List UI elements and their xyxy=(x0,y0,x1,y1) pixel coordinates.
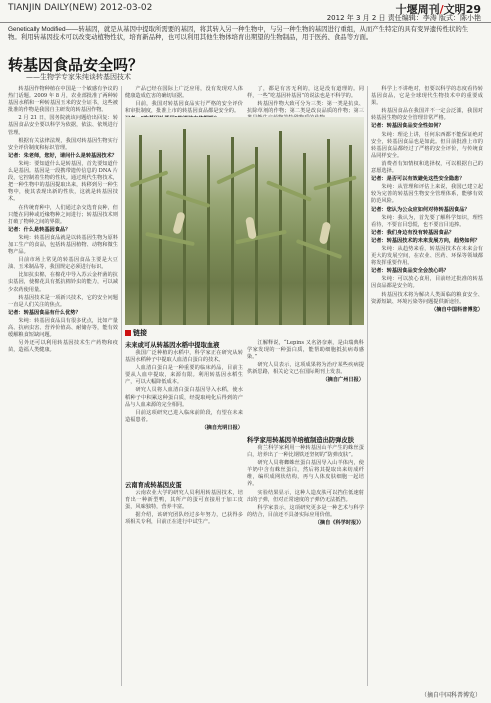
article-intro: Genetically Modified——转基因，就是从基因中提取所需要的基因，将其转入另一种生物中，与另一种生物的基因进行重组，从而产生特定的具有变异遗传性状的生物。利用转基因技术可以改变动植物性状，培育新品种，也可以利用其他生物体培育出期望的生物制品，用于医药、食品等方面。 xyxy=(8,26,469,42)
interview-question: 记者：转基因食品有什么优势？ xyxy=(8,309,81,316)
col1-para: 转基因作物种植在中国是一个敏感有争议的热门话题。2009 年 8 月，农业部批准了两种转基因水稻和一种转基因玉米的安全证书，这些被批准的作物是我国自主研发的转基因作物。 xyxy=(8,86,118,114)
col1-para: 2 月 21 日，国务院就该问题给出回复：转基因食品安全要以科学为依据，依法、依规进行管理。 xyxy=(8,115,118,136)
interview-question: 记者：您认为公众应如何对待转基因食品？ xyxy=(371,206,470,213)
column-divider xyxy=(367,86,368,686)
link-section-tag: 链接 xyxy=(125,328,147,338)
interview-question: 记者：朱老师，您好，请问什么是转基因技术？ xyxy=(8,152,117,159)
section-title: 未来或可从转基因水稻中提取血液 xyxy=(125,342,220,349)
section-para: 研究人员将人血清白蛋白基因导入水稻，使水稻种子中积累这种蛋白质，经提取纯化后得到的产品与人血来源的完全相同。 xyxy=(125,387,243,408)
article-subheadline: ——生物学专家朱纯谈转基因技术 xyxy=(26,73,131,81)
col1-para: 比如抗虫棉，在棉花中导入苏云金杆菌的抗虫基因，使棉花具有抵抗棉铃虫的能力，可以减少农药使用量。 xyxy=(8,272,118,293)
section-para: 荷兰科学家利用一种转基因山羊产生的蛛丝蛋白，培养出了一种比钢铁还坚韧的“防弹皮肤”。 xyxy=(247,445,364,459)
section-d-body xyxy=(247,445,364,685)
col1-para: 根据有关法律法规，我国对转基因生物实行安全评价制度和标识管理。 xyxy=(8,137,118,151)
section-source: （摘自光明日报） xyxy=(201,424,243,431)
col1-para: 转基因技术是一项新兴技术，它的安全问题一直是人们关注的焦点。 xyxy=(8,294,118,308)
header-date-line: 2012 年 3 月 2 日 责任编辑：李涛 版式：陈小艳 xyxy=(326,14,481,22)
section-c-body xyxy=(247,340,364,430)
section-title: 科学家用转基因羊培植制造出防弹皮肤 xyxy=(247,437,355,444)
col1-para: 朱纯：转基因食品就是以转基因生物为原料加工生产的食品，包括转基因植物、动物和微生物产品。 xyxy=(8,234,118,256)
column-divider xyxy=(121,86,122,686)
interview-question: 记者：什么是转基因食品？ xyxy=(8,226,71,233)
col4-para: 朱纯：从管理和评估上来说，我国已建立起较为完善的转基因生物安全管理体系，能够有效防范风险。 xyxy=(371,184,483,205)
col1-para: 目前市场上常见的转基因食品主要是大豆油、玉米制品等，我国规定必须进行标识。 xyxy=(8,257,118,271)
section-source: （摘自广州日报） xyxy=(322,377,364,384)
section-para: 据介绍，该研究团队经过多年努力，已获得多项相关专利，目前正在进行中试生产。 xyxy=(125,512,243,526)
brand-part-a: 十堰周刊 xyxy=(395,3,440,16)
section-a-body xyxy=(125,350,243,475)
interview-question: 记者：转基因技术的未来发展方向，趋势如何？ xyxy=(371,237,480,244)
page-number: 29 xyxy=(465,3,481,16)
interview-question: 记者：转基因食品安全性如何？ xyxy=(371,123,444,130)
section-para: 研究人员将蜘蛛丝蛋白基因导入山羊体内，使羊奶中含有蛛丝蛋白，然后将其提取出来纺成纤维，编织成网状结构，再与人体皮肤细胞一起培养。 xyxy=(247,460,364,488)
col4-para: 朱纯：从趋势来看，转基因技术在未来会有更大的发展空间，在农业、医药、环保等领域都将发挥重要作用。 xyxy=(371,245,483,267)
column-2-top xyxy=(125,86,243,116)
section-b-body xyxy=(125,490,243,685)
section-para: 云南农业大学的研究人员利用转基因技术，培育出一种新型鸭，其所产的蛋可直接用于加工皮蛋，风味独特，营养丰富。 xyxy=(125,490,243,511)
section-title: 云南育成转基因皮蛋 xyxy=(125,482,182,489)
section-para: 人血清白蛋白是一种重要的临床药品，目前主要从人血中提取，来源有限。利用转基因水稻生产，可以大幅降低成本。 xyxy=(125,365,243,386)
column-3-top xyxy=(247,86,364,116)
col1-para: 另外还可以利用转基因技术生产药物和疫苗，造福人类健康。 xyxy=(8,340,118,354)
interview-question: 记者：是否可以有效避免这些安全隐患？ xyxy=(371,176,465,183)
square-bullet-icon xyxy=(125,330,131,336)
section-para: 江解释说，“Lepins 又名洛奈素，是由瑞典科学家发现的一种蛋白质，能帮助细胞抵抗病毒感染。” xyxy=(247,340,364,361)
col3-para: 了，都是有害无利的，这是没有道理的。同样，一些“吃基因补基因”的说法也是不科学的。 xyxy=(247,86,364,100)
col4-para: 转基因技术将为解决人类面临的粮食安全、资源短缺、环境污染等问题提供新途径。 xyxy=(371,291,483,305)
col2-para: 产品已经在国际上广泛应用，没有发现对人体健康造成危害的确切证据。 xyxy=(125,86,243,100)
col2-para: 目前，我国对转基因食品实行严格的安全评价和审批制度，批准上市的转基因食品都是安全的。 xyxy=(125,101,243,115)
column-source: （摘自中国科普博览） xyxy=(431,306,483,313)
col4-para: 消费者有知情权和选择权，可以根据自己的意愿选择。 xyxy=(371,160,483,175)
col4-para: 转基因食品在我国并不一定会泛滥，我国对转基因生物的安全管理非常严格。 xyxy=(371,108,483,122)
corn-field-photo xyxy=(125,117,364,325)
section-source: （摘自《科学时报》） xyxy=(314,519,364,526)
column-1 xyxy=(8,86,118,686)
header-left-text: TIANJIN DAILY(NEW) 2012-03-02 xyxy=(8,3,153,13)
interview-question: 记者：转基因食品安全会放心吗？ xyxy=(371,268,449,275)
section-para: 我国广泛种植的水稻中，科学家正在研究从转基因水稻种子中提取人血清白蛋白的技术。 xyxy=(125,350,243,364)
article-headline: 转基因食品安全吗？ xyxy=(8,56,144,74)
header-brand: 十堰周刊/文明29 xyxy=(395,3,481,16)
col1-para: 朱纯：要知道什么是转基因，首先要知道什么是基因。基因是一段携带遗传信息的 DNA 片段，它控制着生物的性状。通过现代生物技术，把一种生物中的基因提取出来，转移到另一种生物中，使其表现出新的性状，这就是转基因技术。 xyxy=(8,160,118,203)
section-para: 研究人员表示，这项成果将为治疗某些疾病提供新思路，相关论文已在国际期刊上发表。 xyxy=(247,362,364,376)
col1-para: 朱纯：转基因食品具有很多优点，比如产量高、抗病虫害、营养价值高、耐储存等，能有效缓解粮食短缺问题。 xyxy=(8,317,118,339)
interview-question: 记者：我们身边有没有转基因食品？ xyxy=(371,229,455,236)
col3-para: 转基因作物大致可分为三类：第一类是抗虫、抗除草剂的作物；第二类是改良品质的作物；第三 xyxy=(247,101,364,115)
col4-para: 朱纯：我认为，首先要了解科学知识，理性看待，不要盲目恐慌，也不要盲目追捧。 xyxy=(371,214,483,228)
brand-part-b: 文明 xyxy=(443,3,466,16)
col4-para: 朱纯：可以放心食用，目前经过批准的转基因食品都是安全的。 xyxy=(371,276,483,290)
col4-para: 科学上不讲绝对，但要以科学的态度看待转基因食品，它是全球现代生物技术中的重要成果。 xyxy=(371,86,483,107)
col1-para: 在传统育种中，人们通过杂交选育良种，但只能在同种或近缘物种之间进行；转基因技术则打破了物种之间的界限。 xyxy=(8,204,118,225)
section-para: 科学家表示，这项研究更多是一种艺术与科学的结合，目前还不具备实际应用价值。 xyxy=(247,504,364,518)
section-para: 目前这项研究已进入临床前阶段，有望在未来造福患者。 xyxy=(125,409,243,423)
section-para: 实验结果显示，这种人造皮肤可以挡住低速射出的子弹，但对正常速度的子弹仍无法抵挡。 xyxy=(247,489,364,503)
column-4 xyxy=(371,86,483,686)
col4-para: 朱纯：理论上讲，任何东西都不能保证绝对安全，转基因食品也是如此。但目前批准上市的转基因食品都经过了严格的安全评价，与传统食品同样安全。 xyxy=(371,131,483,159)
page-header xyxy=(0,0,491,23)
page-footer: （摘自中国科普博览） xyxy=(420,692,481,699)
